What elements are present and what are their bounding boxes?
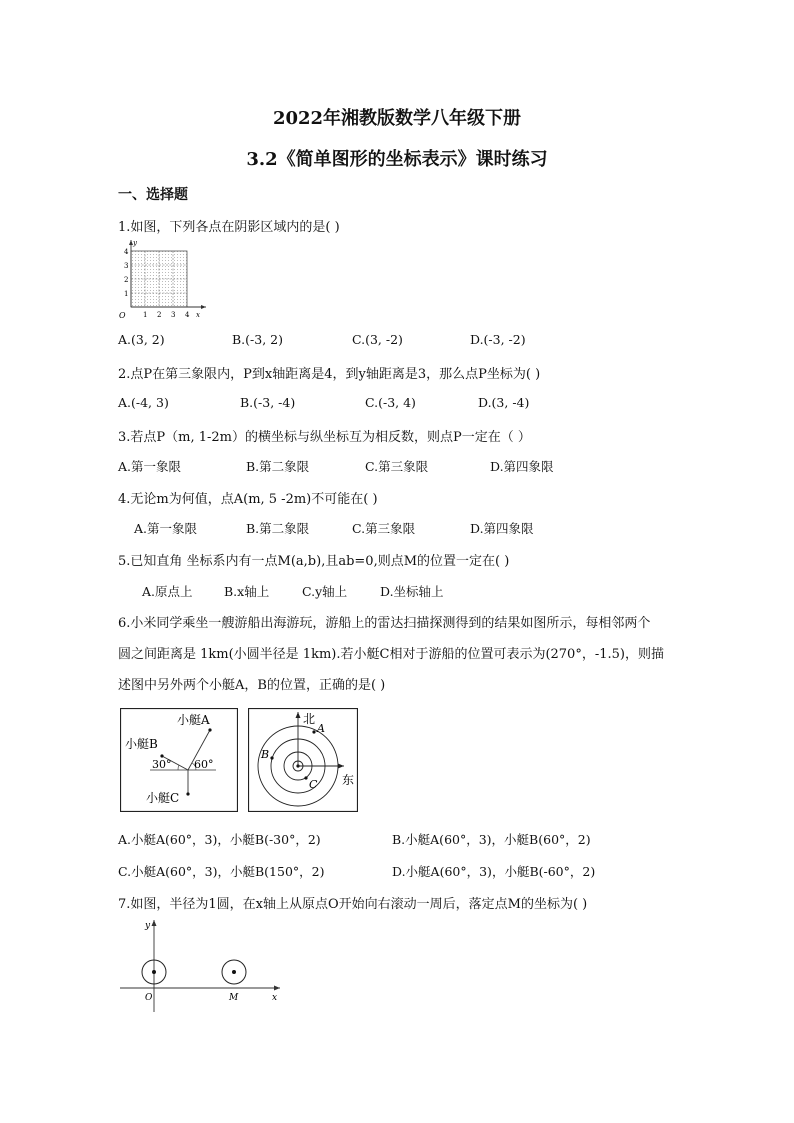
question-4-option-a[interactable]: A.第一象限	[134, 521, 198, 536]
question-2-option-b[interactable]: B.(-3, -4)	[240, 395, 296, 410]
east-label: 东	[342, 773, 355, 787]
question-6-option-b[interactable]: B.小艇A(60°，3)，小艇B(60°，2)	[392, 832, 591, 847]
y-tick-label: 1	[124, 290, 129, 298]
section-heading: 一、选择题	[118, 187, 188, 203]
question-3-stem: 3.若点P（m, 1-2m）的横坐标与纵坐标互为相反数，则点P一定在（ ）	[118, 430, 531, 445]
radar-boat-a-dot	[312, 730, 315, 733]
radar-boat-c-dot	[304, 776, 307, 779]
angle-30-label: 30°	[152, 758, 172, 771]
question-1-option-d[interactable]: D.(-3, -2)	[470, 332, 526, 347]
question-6-option-d[interactable]: D.小艇A(60°，3)，小艇B(-60°，2)	[392, 864, 596, 879]
document-subtitle: 3.2《简单图形的坐标表示》课时练习	[246, 149, 548, 170]
origin-label: O	[145, 993, 153, 1003]
question-4-option-d[interactable]: D.第四象限	[470, 521, 534, 536]
question-5-option-b[interactable]: B.x轴上	[224, 584, 270, 599]
question-2-stem: 2.点P在第三象限内，P到x轴距离是4，到y轴距离是3，那么点P坐标为( )	[118, 367, 541, 382]
question-6-stem-line-3: 述图中另外两个小艇A，B的位置，正确的是( )	[118, 678, 386, 693]
point-m-label: M	[229, 993, 239, 1003]
question-6-option-c[interactable]: C.小艇A(60°，3)，小艇B(150°，2)	[118, 864, 325, 879]
angle-60-label: 60°	[194, 758, 214, 771]
question-3-option-d[interactable]: D.第四象限	[490, 459, 554, 474]
question-5-option-c[interactable]: C.y轴上	[302, 584, 348, 599]
boat-a-label: 小艇A	[177, 713, 210, 727]
question-2-option-c[interactable]: C.(-3, 4)	[365, 395, 416, 410]
question-3-option-b[interactable]: B.第二象限	[246, 459, 310, 474]
question-3-option-c[interactable]: C.第三象限	[365, 459, 429, 474]
question-6-stem-line-2: 圆之间距离是 1km(小圆半径是 1km).若小艇C相对于游船的位置可表示为(270°，-1.5)，则描	[118, 647, 664, 662]
radar-b-label: B	[261, 748, 270, 761]
question-6-left-figure	[120, 708, 238, 812]
question-4-option-b[interactable]: B.第二象限	[246, 521, 310, 536]
question-5-option-a[interactable]: A.原点上	[142, 584, 193, 599]
question-4-option-c[interactable]: C.第三象限	[352, 521, 416, 536]
question-6-radar-figure	[248, 708, 358, 812]
question-1-grid-figure	[114, 236, 214, 322]
question-2-option-a[interactable]: A.(-4, 3)	[118, 395, 169, 410]
question-1-option-b[interactable]: B.(-3, 2)	[232, 332, 283, 347]
boat-a-dot	[208, 728, 211, 731]
question-5-stem: 5.已知直角 坐标系内有一点M(a,b),且ab=0,则点M的位置一定在( )	[118, 554, 510, 569]
question-7-rolling-circle-figure	[116, 912, 286, 1016]
question-6-stem-line-1: 6.小米同学乘坐一艘游船出海游玩，游船上的雷达扫描探测得到的结果如图所示，每相邻两个	[118, 616, 651, 631]
question-5-option-d[interactable]: D.坐标轴上	[380, 584, 444, 599]
question-1-option-a[interactable]: A.(3, 2)	[118, 332, 165, 347]
boat-c-dot	[186, 792, 189, 795]
y-tick-label: 4	[124, 248, 129, 256]
boat-c-label: 小艇C	[146, 791, 180, 805]
x-axis-label: x	[196, 311, 200, 319]
question-6-option-a[interactable]: A.小艇A(60°，3)，小艇B(-30°，2)	[118, 832, 321, 847]
document-title: 2022年湘教版数学八年级下册	[272, 108, 522, 129]
north-label: 北	[303, 712, 316, 726]
question-3-option-a[interactable]: A.第一象限	[118, 459, 182, 474]
y-tick-label: 2	[124, 276, 129, 284]
x-axis-label: x	[272, 993, 278, 1003]
origin-label: O	[119, 311, 126, 320]
x-tick-label: 1	[143, 311, 148, 319]
question-1-stem: 1.如图，下列各点在阴影区域内的是( )	[118, 220, 340, 235]
y-axis-label: y	[145, 921, 151, 931]
question-2-option-d[interactable]: D.(3, -4)	[478, 395, 530, 410]
radar-boat-b-dot	[270, 756, 273, 759]
y-axis-label: y	[133, 239, 137, 247]
x-tick-label: 3	[171, 311, 176, 319]
question-7-stem: 7.如图，半径为1圆，在x轴上从原点O开始向右滚动一周后，落定点M的坐标为( )	[118, 897, 588, 912]
x-tick-label: 2	[157, 311, 162, 319]
question-4-stem: 4.无论m为何值，点A(m, 5 -2m)不可能在( )	[118, 492, 378, 507]
question-1-option-c[interactable]: C.(3, -2)	[352, 332, 403, 347]
x-tick-label: 4	[185, 311, 190, 319]
y-tick-label: 3	[124, 262, 129, 270]
radar-a-label: A	[317, 722, 325, 735]
boat-b-label: 小艇B	[125, 737, 158, 751]
radar-c-label: C	[309, 778, 318, 791]
